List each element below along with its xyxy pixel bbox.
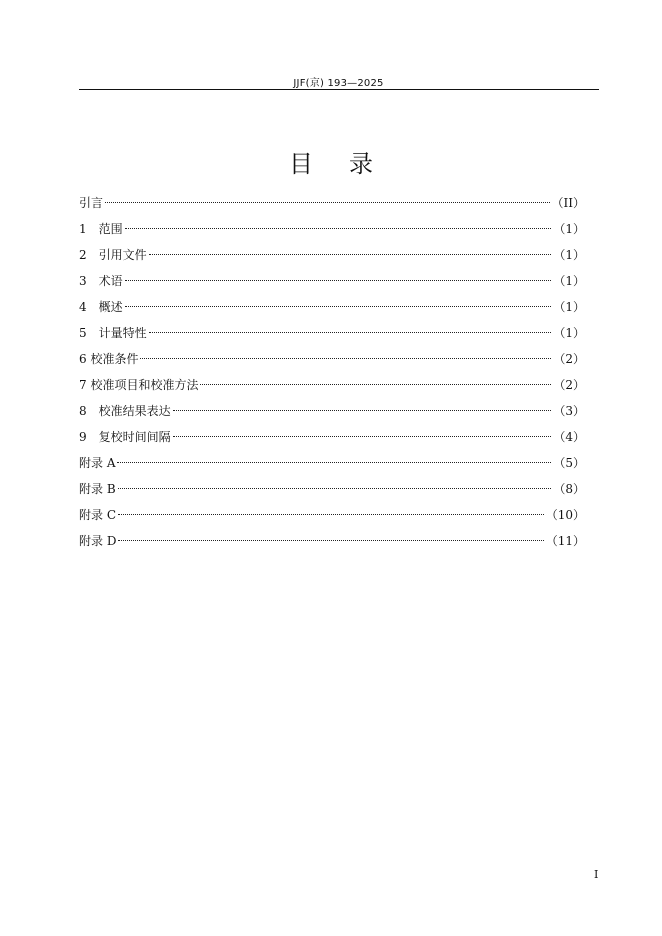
toc-entry-page: （1） (553, 222, 585, 236)
toc-entry-appendix-a[interactable] (79, 450, 585, 476)
header-divider (79, 89, 599, 90)
toc-entry-label: 9 复校时间间隔 (79, 430, 171, 444)
toc-dot-leader (105, 202, 550, 203)
toc-entry-page: （1） (553, 326, 585, 340)
toc-entry-page: （1） (553, 248, 585, 262)
toc-entry-label: 附录 D (79, 534, 117, 548)
document-number-header: JJF(京) 193—2025 (293, 78, 384, 89)
toc-entry-label: 引言 (79, 196, 104, 210)
toc-entry-label: 附录 A (79, 456, 116, 470)
title-char-1: 目 (289, 150, 313, 178)
toc-entry-label: 6 校准条件 (79, 352, 139, 366)
toc-entry-recalibration-interval[interactable] (79, 424, 585, 450)
toc-dot-leader (173, 436, 552, 437)
toc-entry-preface[interactable] (79, 190, 585, 216)
toc-entry-page: （4） (553, 430, 585, 444)
toc-entry-label: 5 计量特性 (79, 326, 147, 340)
toc-dot-leader (118, 540, 543, 541)
toc-entry-page: （3） (553, 404, 585, 418)
toc-dot-leader (149, 332, 552, 333)
toc-dot-leader (140, 358, 551, 359)
toc-entry-label: 3 术语 (79, 274, 123, 288)
page-number: I (594, 868, 599, 881)
toc-dot-leader (125, 280, 552, 281)
page-title (0, 144, 662, 179)
toc-entry-label: 附录 B (79, 482, 116, 496)
toc-entry-page: （II） (551, 196, 585, 210)
toc-entry-page: （11） (545, 534, 585, 548)
toc-dot-leader (117, 462, 551, 463)
toc-entry-page: （1） (553, 274, 585, 288)
toc-entry-calibration-conditions[interactable] (79, 346, 585, 372)
toc-entry-label: 1 范围 (79, 222, 123, 236)
title-char-2: 录 (349, 150, 373, 178)
toc-entry-page: （2） (553, 352, 585, 366)
toc-entry-label: 8 校准结果表达 (79, 404, 171, 418)
toc-dot-leader (125, 228, 552, 229)
toc-entry-page: （2） (553, 378, 585, 392)
toc-entry-calibration-results[interactable] (79, 398, 585, 424)
toc-dot-leader (149, 254, 552, 255)
toc-entry-label: 附录 C (79, 508, 116, 522)
toc-entry-page: （5） (553, 456, 585, 470)
toc-dot-leader (118, 514, 544, 515)
toc-dot-leader (173, 410, 552, 411)
toc-dot-leader (200, 384, 551, 385)
toc-entry-references[interactable] (79, 242, 585, 268)
toc-entry-label: 2 引用文件 (79, 248, 147, 262)
toc-entry-page: （10） (545, 508, 585, 522)
toc-entry-overview[interactable] (79, 294, 585, 320)
toc-dot-leader (118, 488, 552, 489)
toc-entry-page: （1） (553, 300, 585, 314)
toc-entry-page: （8） (553, 482, 585, 496)
toc-entry-calibration-items-methods[interactable] (79, 372, 585, 398)
toc-entry-label: 7 校准项目和校准方法 (79, 378, 199, 392)
toc-entry-appendix-c[interactable] (79, 502, 585, 528)
table-of-contents (79, 190, 585, 554)
toc-entry-scope[interactable] (79, 216, 585, 242)
toc-entry-terms[interactable] (79, 268, 585, 294)
toc-entry-metrological-characteristics[interactable] (79, 320, 585, 346)
toc-entry-label: 4 概述 (79, 300, 123, 314)
toc-entry-appendix-b[interactable] (79, 476, 585, 502)
toc-dot-leader (125, 306, 552, 307)
toc-entry-appendix-d[interactable] (79, 528, 585, 554)
